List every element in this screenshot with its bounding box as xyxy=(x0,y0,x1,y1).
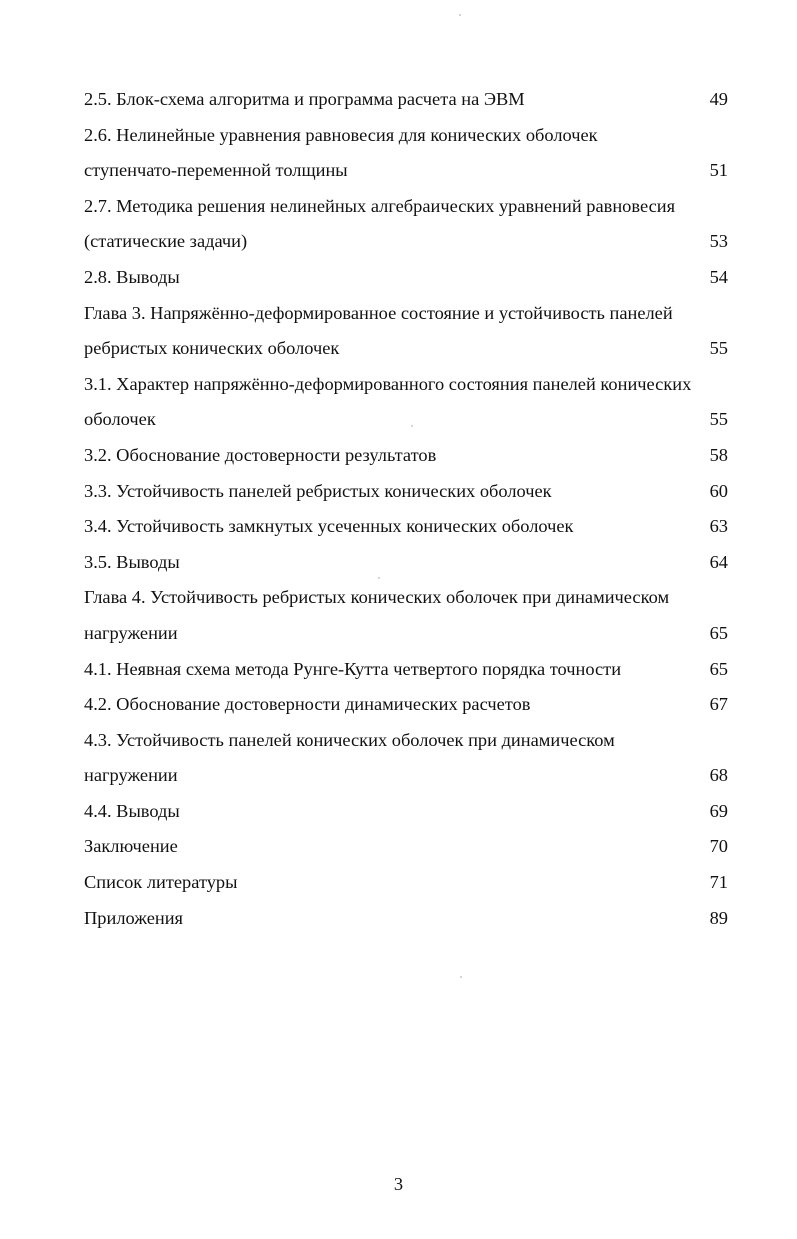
toc-page-number: 64 xyxy=(709,551,728,572)
toc-line xyxy=(84,901,728,937)
toc-entry-text: 2.5. Блок-схема алгоритма и программа расчета на ЭВМ xyxy=(84,89,525,109)
toc-page-number: 49 xyxy=(709,89,728,109)
toc-entry-text: 3.1. Характер напряжённо-деформированного состояния панелей конических xyxy=(84,373,692,394)
toc-page-number: 55 xyxy=(709,338,728,359)
toc-entry-text: Глава 3. Напряжённо-деформированное состояние и устойчивость панелей xyxy=(84,302,673,323)
scan-speck xyxy=(378,577,380,579)
toc-page-number: 70 xyxy=(709,836,728,857)
toc-entry-text: 4.4. Выводы xyxy=(84,800,180,821)
table-of-contents xyxy=(84,82,728,936)
toc-line xyxy=(84,82,728,118)
toc-line xyxy=(84,865,728,901)
toc-page-number: 60 xyxy=(709,480,728,501)
toc-line xyxy=(84,260,728,296)
toc-line xyxy=(84,545,728,581)
toc-line xyxy=(84,616,728,652)
scan-speck xyxy=(460,976,462,978)
toc-entry-text: 3.4. Устойчивость замкнутых усеченных конических оболочек xyxy=(84,516,574,537)
toc-line xyxy=(84,829,728,865)
toc-entry-text: 3.3. Устойчивость панелей ребристых конических оболочек xyxy=(84,480,552,501)
scan-speck xyxy=(459,14,461,16)
toc-entry-text: Заключение xyxy=(84,836,178,857)
toc-line xyxy=(84,189,728,225)
toc-page-number: 68 xyxy=(709,765,728,786)
toc-entry-text: 2.8. Выводы xyxy=(84,266,180,287)
toc-page-number: 63 xyxy=(709,516,728,537)
page-number: 3 xyxy=(393,1174,404,1194)
toc-entry-text: нагружении xyxy=(84,622,178,643)
toc-entry-text: 2.7. Методика решения нелинейных алгебраических уравнений равновесия xyxy=(84,195,676,216)
toc-line xyxy=(84,794,728,830)
toc-page-number: 69 xyxy=(709,800,728,821)
toc-entry-text: нагружении xyxy=(84,765,178,786)
toc-line xyxy=(84,687,728,723)
toc-line xyxy=(84,296,728,332)
toc-page-number: 71 xyxy=(709,872,728,893)
toc-entry-text: Список литературы xyxy=(84,872,238,893)
toc-page-number: 89 xyxy=(709,907,728,928)
toc-page-number: 51 xyxy=(709,160,728,181)
toc-entry-text: 3.2. Обоснование достоверности результатов xyxy=(84,444,437,465)
toc-line xyxy=(84,652,728,688)
toc-entry-text: Глава 4. Устойчивость ребристых конических оболочек при динамическом xyxy=(84,587,670,608)
toc-line xyxy=(84,580,728,616)
toc-line xyxy=(84,153,728,189)
toc-page-number: 65 xyxy=(709,622,728,643)
toc-entry-text: 4.2. Обоснование достоверности динамических расчетов xyxy=(84,694,531,715)
toc-entry-text: (статические задачи) xyxy=(84,231,248,252)
toc-entry-text: 4.1. Неявная схема метода Рунге-Кутта четвертого порядка точности xyxy=(84,658,622,679)
toc-line xyxy=(84,723,728,759)
toc-entry-text: 3.5. Выводы xyxy=(84,551,180,572)
toc-line xyxy=(84,402,728,438)
toc-page-number: 53 xyxy=(709,231,728,252)
toc-line xyxy=(84,509,728,545)
toc-page-number: 67 xyxy=(709,694,728,715)
toc-line xyxy=(84,224,728,260)
toc-line xyxy=(84,367,728,403)
toc-page-number: 58 xyxy=(709,444,728,465)
toc-page-number: 54 xyxy=(709,266,728,287)
toc-line xyxy=(84,331,728,367)
toc-line xyxy=(84,438,728,474)
toc-entry-text: 4.3. Устойчивость панелей конических оболочек при динамическом xyxy=(84,729,615,750)
toc-line xyxy=(84,118,728,154)
toc-entry-text: ступенчато-переменной толщины xyxy=(84,160,348,181)
toc-entry-text: ребристых конических оболочек xyxy=(84,338,340,359)
toc-line xyxy=(84,758,728,794)
toc-entry-text: оболочек xyxy=(84,409,156,430)
toc-page-number: 55 xyxy=(709,409,728,430)
toc-entry-text: Приложения xyxy=(84,907,184,928)
toc-page-number: 65 xyxy=(709,658,728,679)
scan-speck xyxy=(411,425,413,427)
toc-entry-text: 2.6. Нелинейные уравнения равновесия для конических оболочек xyxy=(84,124,598,145)
toc-line xyxy=(84,474,728,510)
